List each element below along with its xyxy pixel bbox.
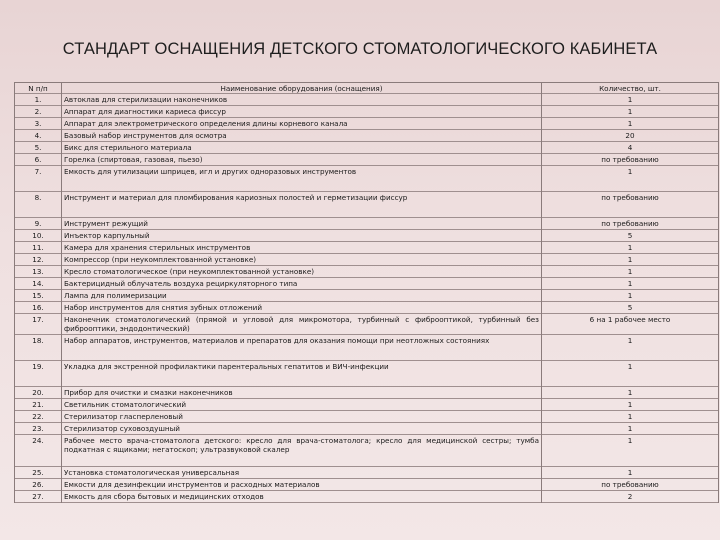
row-quantity: по требованию	[542, 479, 719, 491]
table-row	[15, 387, 719, 399]
row-number: 1.	[15, 94, 62, 106]
row-name: Инструмент режущий	[62, 218, 542, 230]
row-number: 22.	[15, 411, 62, 423]
row-quantity: 1	[542, 266, 719, 278]
row-name: Укладка для экстренной профилактики парентеральных гепатитов и ВИЧ-инфекции	[62, 361, 542, 387]
row-quantity: 6 на 1 рабочее место	[542, 314, 719, 335]
row-quantity: 5	[542, 230, 719, 242]
row-quantity: 1	[542, 399, 719, 411]
row-quantity: по требованию	[542, 218, 719, 230]
row-quantity: 1	[542, 254, 719, 266]
row-number: 16.	[15, 302, 62, 314]
row-name: Набор аппаратов, инструментов, материалов и препаратов для оказания помощи при неотложных состояниях	[62, 335, 542, 361]
table-row	[15, 130, 719, 142]
table-row	[15, 302, 719, 314]
row-name: Набор инструментов для снятия зубных отложений	[62, 302, 542, 314]
table-row	[15, 142, 719, 154]
table-row	[15, 423, 719, 435]
table-row	[15, 230, 719, 242]
table-row	[15, 467, 719, 479]
row-name: Бикс для стерильного материала	[62, 142, 542, 154]
table-row	[15, 254, 719, 266]
table-row	[15, 218, 719, 230]
table-row	[15, 94, 719, 106]
row-number: 17.	[15, 314, 62, 335]
row-number: 13.	[15, 266, 62, 278]
row-number: 27.	[15, 491, 62, 503]
table-row	[15, 166, 719, 192]
table-row	[15, 411, 719, 423]
row-quantity: 2	[542, 491, 719, 503]
table-row	[15, 154, 719, 166]
row-name: Компрессор (при неукомплектованной установке)	[62, 254, 542, 266]
row-number: 7.	[15, 166, 62, 192]
row-name: Стерилизатор гласперленовый	[62, 411, 542, 423]
row-name: Наконечник стоматологический (прямой и угловой для микромотора, турбинный с фиброоптикой, турбинный без фиброоптики, эндодонтический)	[62, 314, 542, 335]
row-quantity: 1	[542, 242, 719, 254]
row-name: Стерилизатор суховоздушный	[62, 423, 542, 435]
row-number: 24.	[15, 435, 62, 467]
row-name: Бактерицидный облучатель воздуха рециркуляторного типа	[62, 278, 542, 290]
row-quantity: 4	[542, 142, 719, 154]
row-quantity: 1	[542, 411, 719, 423]
table-row	[15, 479, 719, 491]
table-row	[15, 335, 719, 361]
row-quantity: 1	[542, 94, 719, 106]
row-name: Базовый набор инструментов для осмотра	[62, 130, 542, 142]
row-quantity: 1	[542, 118, 719, 130]
row-name: Емкость для утилизации шприцев, игл и других одноразовых инструментов	[62, 166, 542, 192]
row-number: 4.	[15, 130, 62, 142]
table-row	[15, 106, 719, 118]
row-name: Автоклав для стерилизации наконечников	[62, 94, 542, 106]
row-number: 2.	[15, 106, 62, 118]
table-row	[15, 192, 719, 218]
row-quantity: 1	[542, 290, 719, 302]
row-name: Емкость для сбора бытовых и медицинских отходов	[62, 491, 542, 503]
row-number: 23.	[15, 423, 62, 435]
row-quantity: 1	[542, 361, 719, 387]
row-quantity: 1	[542, 166, 719, 192]
row-number: 12.	[15, 254, 62, 266]
row-quantity: 5	[542, 302, 719, 314]
row-quantity: по требованию	[542, 192, 719, 218]
row-name: Светильник стоматологический	[62, 399, 542, 411]
table-row	[15, 399, 719, 411]
row-name: Установка стоматологическая универсальная	[62, 467, 542, 479]
header-name: Наименование оборудования (оснащения)	[62, 83, 542, 94]
header-quantity: Количество, шт.	[542, 83, 719, 94]
table-row	[15, 118, 719, 130]
table-row	[15, 278, 719, 290]
row-quantity: 1	[542, 387, 719, 399]
row-number: 5.	[15, 142, 62, 154]
row-number: 15.	[15, 290, 62, 302]
table-row	[15, 491, 719, 503]
row-number: 20.	[15, 387, 62, 399]
row-quantity: 1	[542, 278, 719, 290]
row-name: Лампа для полимеризации	[62, 290, 542, 302]
row-number: 3.	[15, 118, 62, 130]
row-quantity: 1	[542, 106, 719, 118]
row-name: Камера для хранения стерильных инструментов	[62, 242, 542, 254]
row-name: Аппарат для диагностики кариеса фиссур	[62, 106, 542, 118]
row-number: 18.	[15, 335, 62, 361]
row-name: Кресло стоматологическое (при неукомплектованной установке)	[62, 266, 542, 278]
row-number: 19.	[15, 361, 62, 387]
table-row	[15, 314, 719, 335]
row-number: 21.	[15, 399, 62, 411]
row-name: Инъектор карпульный	[62, 230, 542, 242]
row-quantity: 20	[542, 130, 719, 142]
row-quantity: 1	[542, 423, 719, 435]
row-number: 11.	[15, 242, 62, 254]
header-number: N п/п	[15, 83, 62, 94]
row-quantity: 1	[542, 435, 719, 467]
row-number: 26.	[15, 479, 62, 491]
row-name: Прибор для очистки и смазки наконечников	[62, 387, 542, 399]
row-number: 6.	[15, 154, 62, 166]
row-number: 14.	[15, 278, 62, 290]
row-name: Емкости для дезинфекции инструментов и расходных материалов	[62, 479, 542, 491]
row-quantity: по требованию	[542, 154, 719, 166]
row-name: Горелка (спиртовая, газовая, пьезо)	[62, 154, 542, 166]
row-number: 9.	[15, 218, 62, 230]
row-name: Рабочее место врача-стоматолога детского: кресло для врача-стоматолога; кресло для медицинской сестры; тумба подкатная с ящиками; негатоскоп; ультразвуковой скалер	[62, 435, 542, 467]
row-number: 8.	[15, 192, 62, 218]
equipment-table	[14, 82, 719, 503]
table-row	[15, 435, 719, 467]
table-header-row	[15, 83, 719, 94]
table-row	[15, 361, 719, 387]
row-quantity: 1	[542, 335, 719, 361]
row-name: Инструмент и материал для пломбирования кариозных полостей и герметизации фиссур	[62, 192, 542, 218]
row-name: Аппарат для электрометрического определения длины корневого канала	[62, 118, 542, 130]
table-row	[15, 242, 719, 254]
page-title: СТАНДАРТ ОСНАЩЕНИЯ ДЕТСКОГО СТОМАТОЛОГИЧЕСКОГО КАБИНЕТА	[62, 40, 658, 58]
row-number: 10.	[15, 230, 62, 242]
table-row	[15, 290, 719, 302]
row-number: 25.	[15, 467, 62, 479]
row-quantity: 1	[542, 467, 719, 479]
table-row	[15, 266, 719, 278]
